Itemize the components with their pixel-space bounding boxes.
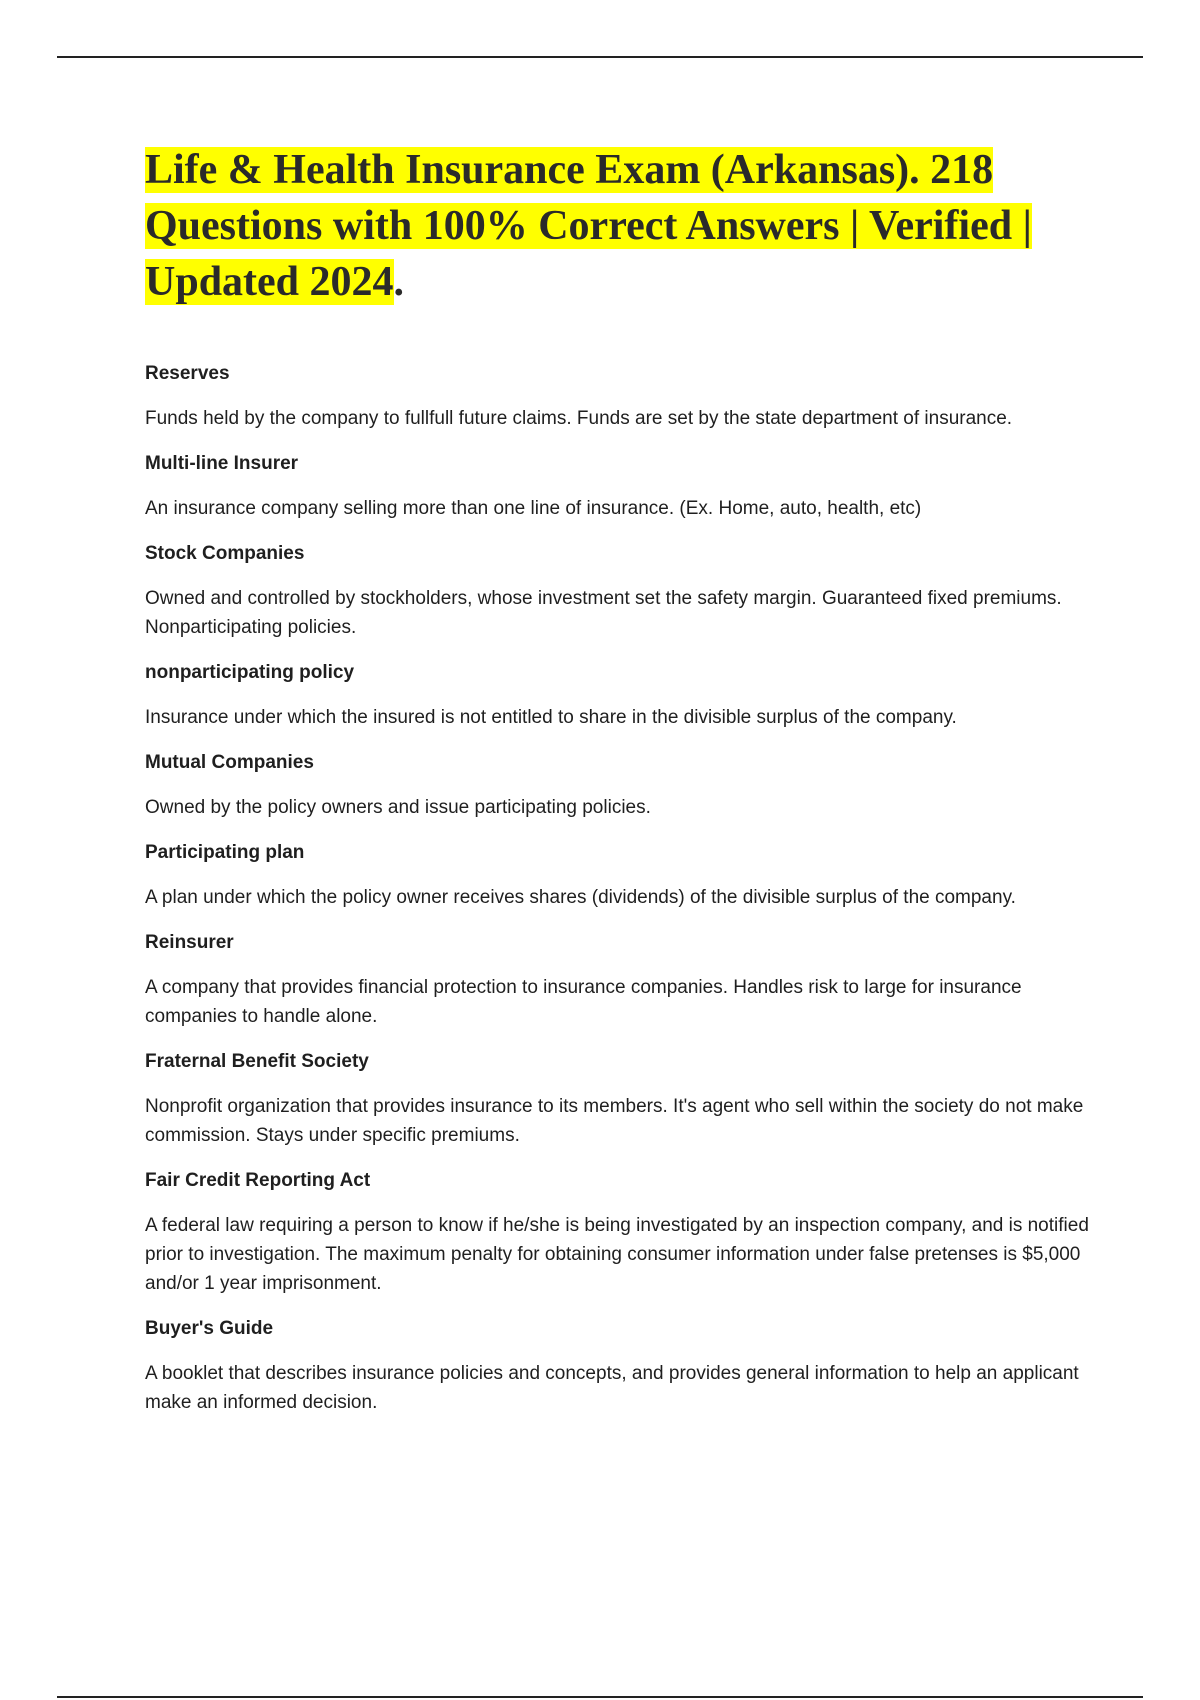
term: Reserves [145,363,230,384]
entry-reinsurer [145,931,1090,1031]
term: nonparticipating policy [145,662,355,683]
term: Fair Credit Reporting Act [145,1170,371,1191]
definition: Owned by the policy owners and issue participating policies. [145,797,651,818]
definition: A plan under which the policy owner receives shares (dividends) of the divisible surplus of the company. [145,887,1016,908]
term: Fraternal Benefit Society [145,1051,369,1072]
term: Multi-line Insurer [145,453,299,474]
term: Participating plan [145,842,305,863]
header-rule [57,56,1143,58]
definition: An insurance company selling more than one line of insurance. (Ex. Home, auto, health, etc) [145,498,922,519]
entry-reserves [145,362,1090,433]
term: Buyer's Guide [145,1318,274,1339]
term: Stock Companies [145,543,305,564]
definition: Owned and controlled by stockholders, whose investment set the safety margin. Guaranteed fixed premiums. Nonparticipating policies. [145,588,1062,638]
term: Reinsurer [145,932,234,953]
entry-participating-plan [145,841,1090,912]
title-period: . [393,259,405,305]
entry-nonparticipating-policy [145,661,1090,732]
entry-fraternal-benefit-society [145,1050,1090,1150]
entry-buyers-guide [145,1317,1090,1417]
entry-stock-companies [145,542,1090,642]
definition: Nonprofit organization that provides insurance to its members. It's agent who sell within the society do not make commission. Stays under specific premiums. [145,1096,1084,1146]
definition: A federal law requiring a person to know if he/she is being investigated by an inspection company, and is notified prior to investigation. The maximum penalty for obtaining consumer information under false pretenses is $5,000 and/or 1 year imprisonment. [145,1215,1089,1294]
definition: Funds held by the company to fullfull future claims. Funds are set by the state department of insurance. [145,408,1013,429]
document-body [145,142,1090,1436]
definition: Insurance under which the insured is not entitled to share in the divisible surplus of the company. [145,707,957,728]
document-title [145,142,1090,310]
entry-mutual-companies [145,751,1090,822]
footer-rule [57,1696,1143,1698]
entry-fair-credit-reporting-act [145,1169,1090,1298]
definition: A booklet that describes insurance policies and concepts, and provides general information to help an applicant make an informed decision. [145,1363,1079,1413]
entry-multi-line-insurer [145,452,1090,523]
definition: A company that provides financial protection to insurance companies. Handles risk to large for insurance companies to handle alone. [145,977,1022,1027]
term: Mutual Companies [145,752,314,773]
title-highlight: Life & Health Insurance Exam (Arkansas). 218 Questions with 100% Correct Answers | Verified | Updated 2024 [145,147,1032,305]
